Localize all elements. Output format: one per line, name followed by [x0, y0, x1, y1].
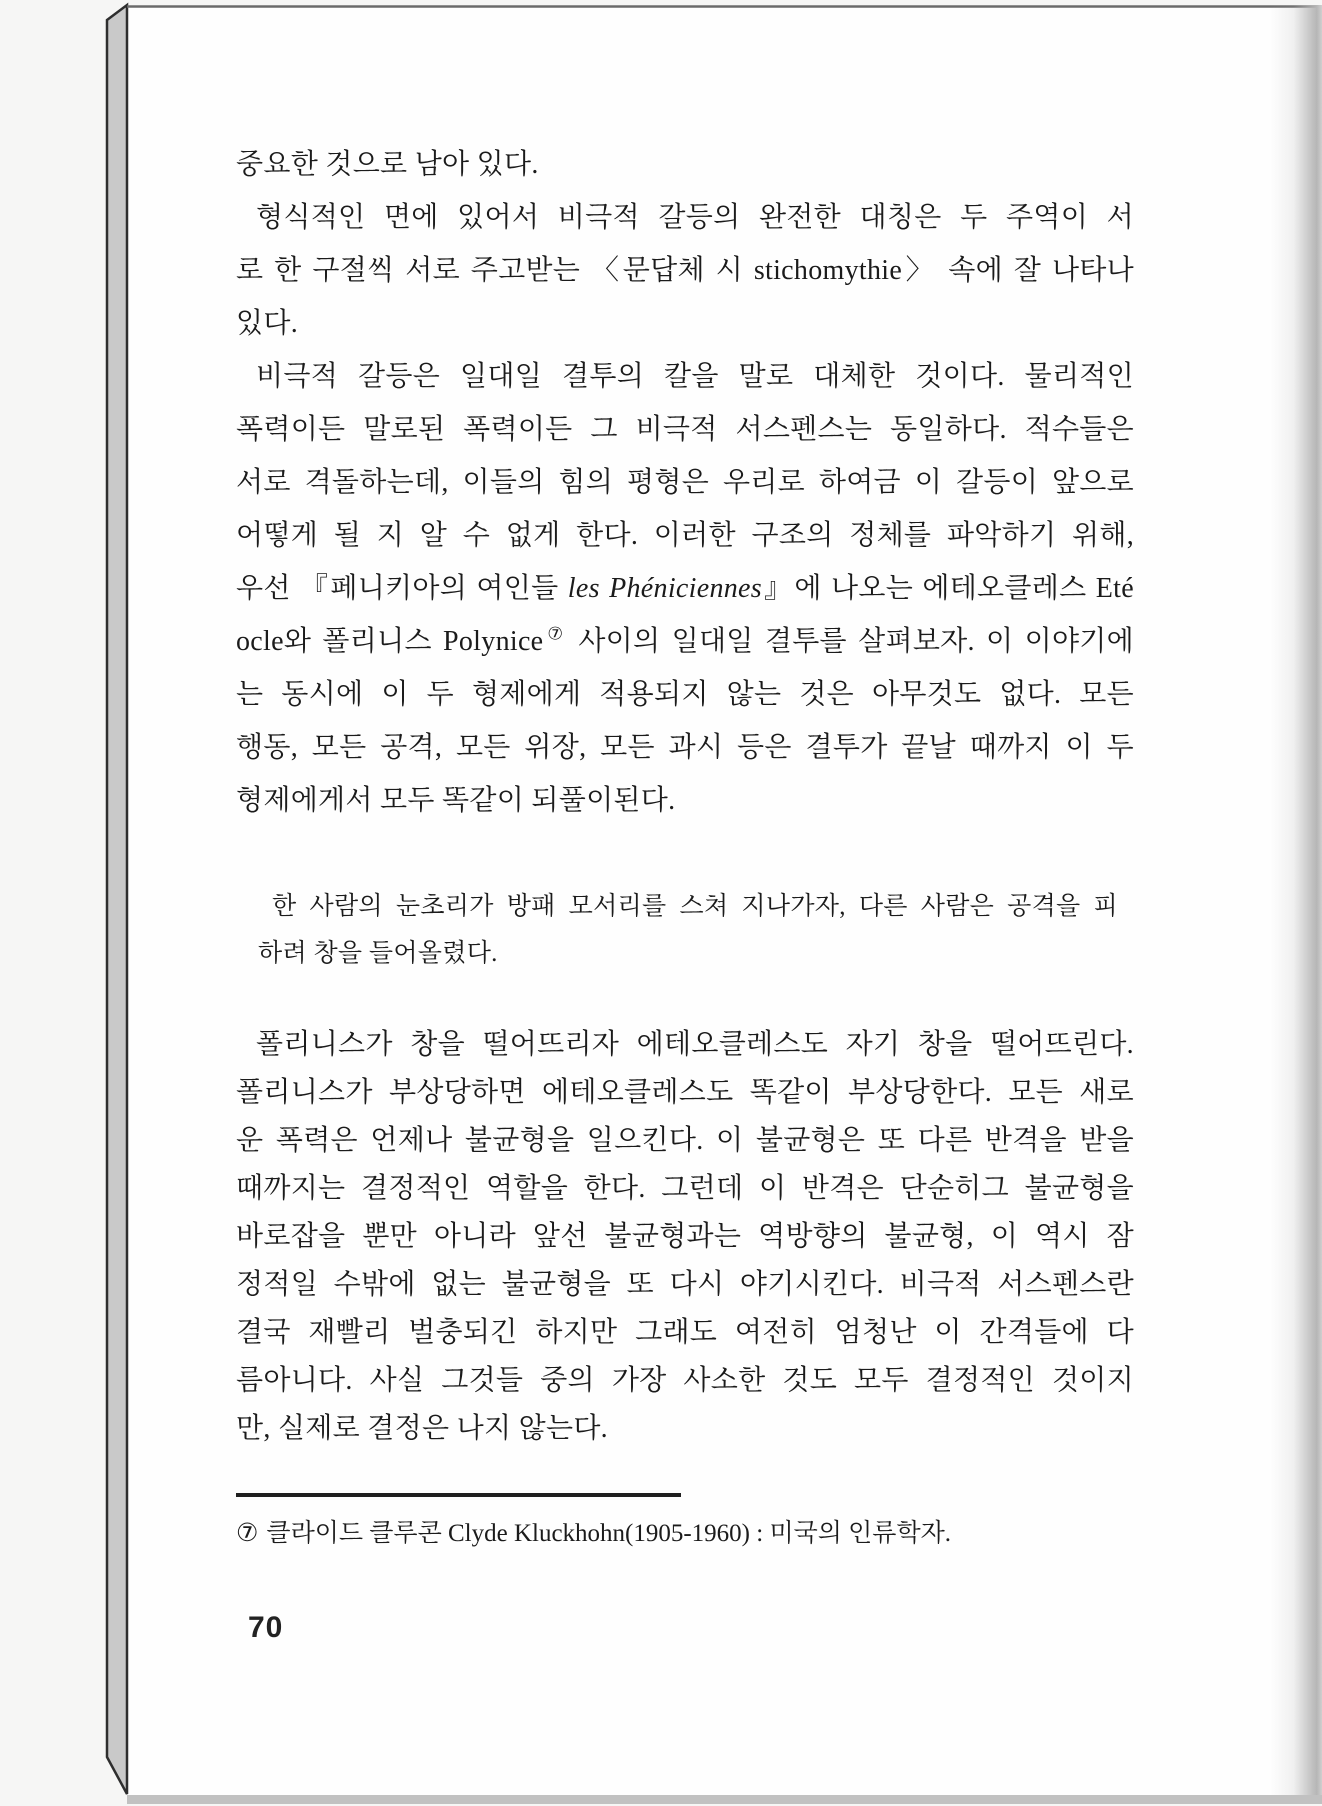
text-column [236, 138, 1134, 1645]
text-line: 결국 재빨리 벌충되긴 하지만 그래도 여전히 엄청난 이 간격들에 다 [236, 1317, 1134, 1348]
text-line: 로 한 구절씩 서로 주고받는 〈문답체 시 stichomythie〉 속에 잘 나타나 [236, 255, 1134, 286]
text-line: 어떻게 될 지 알 수 없게 한다. 이러한 구조의 정체를 파악하기 위해, [236, 520, 1134, 551]
book-title-latin: les Phéniciennes [567, 573, 762, 604]
text-line: 만, 실제로 결정은 나지 않는다. [236, 1413, 608, 1444]
text-line: 바로잡을 뿐만 아니라 앞선 불균형과는 역방향의 불균형, 이 역시 잠 [236, 1221, 1134, 1252]
quote-line: 하려 창을 들어올렸다. [258, 940, 498, 967]
text-line: 형제에게서 모두 똑같이 되풀이된다. [236, 785, 676, 816]
text-line: 폭력이든 말로된 폭력이든 그 비극적 서스펜스는 동일하다. 적수들은 [236, 414, 1134, 445]
text-line: 행동, 모든 공격, 모든 위장, 모든 과시 등은 결투가 끝날 때까지 이 두 [236, 732, 1134, 763]
text-segment: 사이의 일대일 결투를 살펴보자. 이 이야기에 [567, 626, 1134, 657]
footnote-reference-mark: ⑦ [543, 624, 568, 644]
page-number: 70 [248, 1611, 284, 1644]
text-segment: 』에 나오는 에테오클레스 Eté [761, 573, 1134, 604]
block-quote [258, 883, 1118, 977]
page-bottom-edge [127, 1795, 1322, 1804]
book-spine-edge [107, 5, 127, 1794]
page-gutter-shadow [1270, 5, 1322, 1795]
quote-line: 한 사람의 눈초리가 방패 모서리를 스쳐 지나가자, 다른 사람은 공격을 피 [272, 893, 1118, 920]
text-line: 운 폭력은 언제나 불균형을 일으킨다. 이 불균형은 또 다른 반격을 받을 [236, 1125, 1134, 1156]
text-line: 있다. [236, 308, 298, 339]
footnote-divider [236, 1493, 681, 1497]
text-line: 는 동시에 이 두 형제에게 적용되지 않는 것은 아무것도 없다. 모든 [236, 679, 1134, 710]
text-line: 폴리니스가 창을 떨어뜨리자 에테오클레스도 자기 창을 떨어뜨린다. [256, 1029, 1134, 1060]
text-line: 정적일 수밖에 없는 불균형을 또 다시 야기시킨다. 비극적 서스펜스란 [236, 1269, 1134, 1300]
text-segment: 우선 『페니키아의 여인들 [236, 573, 568, 604]
text-line: 중요한 것으로 남아 있다. [236, 149, 539, 180]
text-line: 비극적 갈등은 일대일 결투의 칼을 말로 대체한 것이다. 물리적인 [256, 361, 1134, 392]
text-line: 서로 격돌하는데, 이들의 힘의 평형은 우리로 하여금 이 갈등이 앞으로 [236, 467, 1134, 498]
paragraph-section-a [236, 138, 1134, 827]
paragraph-section-b [236, 1021, 1134, 1453]
text-line: 때까지는 결정적인 역할을 한다. 그런데 이 반격은 단순히그 불균형을 [236, 1173, 1134, 1204]
footnote-text: 클라이드 클루콘 Clyde Kluckhohn(1905-1960) : 미국의 인류학자. [266, 1520, 952, 1547]
text-line: 형식적인 면에 있어서 비극적 갈등의 완전한 대칭은 두 주역이 서 [256, 202, 1134, 233]
text-segment: ocle와 폴리니스 Polynice [236, 626, 544, 657]
footnote-marker: ⑦ [236, 1520, 259, 1547]
text-line: 름아니다. 사실 그것들 중의 가장 사소한 것도 모두 결정적인 것이지 [236, 1365, 1134, 1396]
text-line [236, 615, 1134, 668]
text-line: 폴리니스가 부상당하면 에테오클레스도 똑같이 부상당한다. 모든 새로 [236, 1077, 1134, 1108]
text-line [236, 562, 1134, 615]
footnote [236, 1513, 1134, 1555]
